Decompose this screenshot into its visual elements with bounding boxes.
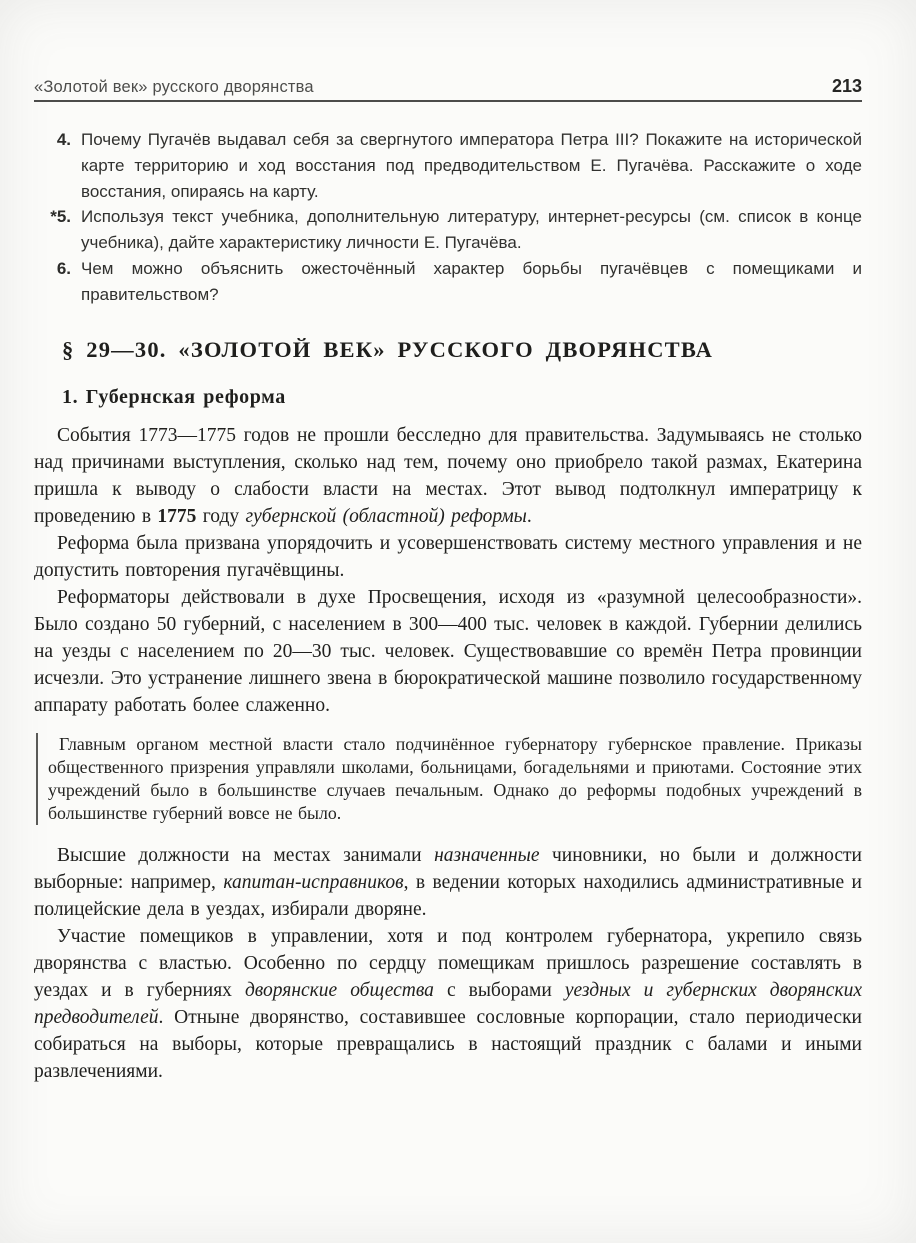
question-item bbox=[34, 204, 862, 256]
quote-block bbox=[36, 733, 862, 825]
body-text bbox=[34, 422, 862, 1085]
questions-list bbox=[34, 127, 862, 308]
paragraph: Реформаторы действовали в духе Просвещения, исходя из «разумной целесообразности». Было создано 50 губерний, с населением в 300—400 тыс. человек в каждой. Губернии делились на уезды с населением по 20—30 тыс. человек. Существовавшие со времён Петра провинции исчезли. Это устранение лишнего звена в бюрократической машине позволило государственному аппарату работать более слаженно. bbox=[34, 586, 862, 716]
paragraph: Участие помещиков в управлении, хотя и под контролем губернатора, укрепило связь дворянства с властью. Особенно по сердцу помещикам пришлось разрешение составлять в уездах и в губерниях дворянские общества с выборами уездных и губернских дворянских предводителей. Отныне дворянство, составившее сословные корпорации, стало периодически собираться на выборы, которые превращались в настоящий праздник с балами и иными развлечениями. bbox=[34, 925, 862, 1082]
section-heading: § 29—30. «ЗОЛОТОЙ ВЕК» РУССКОГО ДВОРЯНСТВА bbox=[62, 336, 714, 362]
paragraph: События 1773—1775 годов не прошли бесследно для правительства. Задумываясь не столько над причинами выступления, сколько над тем, почему оно приобрело такой размах, Екатерина пришла к выводу о слабости власти на местах. Этот вывод подтолкнул императрицу к проведению в 1775 году губернской (областной) реформы. bbox=[34, 424, 862, 527]
question-text: Используя текст учебника, дополнительную литературу, интернет-ресурсы (см. список в конце учебника), дайте характеристику личности Е. Пугачёва. bbox=[81, 207, 862, 253]
paragraph: Реформа была призвана упорядочить и усовершенствовать систему местного управления и не допустить повторения пугачёвщины. bbox=[34, 532, 862, 581]
question-marker: 4. bbox=[56, 130, 71, 149]
paragraph: Высшие должности на местах занимали назначенные чиновники, но были и должности выборные: например, капитан-исправников, в ведении которых находились административные и полицейские дела в уездах, избирали дворяне. bbox=[34, 844, 862, 920]
question-marker: *5. bbox=[50, 207, 71, 227]
question-item bbox=[34, 127, 862, 204]
page-number: 213 bbox=[831, 76, 862, 96]
subsection-heading: 1. Губернская реформа bbox=[62, 385, 286, 408]
running-title: «Золотой век» русского дворянства bbox=[34, 78, 314, 96]
question-text: Чем можно объяснить ожесточённый характер борьбы пугачёвцев с помещиками и правительством? bbox=[81, 258, 862, 304]
question-text: Почему Пугачёв выдавал себя за свергнутого императора Петра III? Покажите на исторической карте территорию и ход восстания под предводительством Е. Пугачёва. Расскажите о ходе восстания, опираясь на карту. bbox=[81, 130, 862, 201]
page-content bbox=[34, 0, 862, 1085]
running-header bbox=[34, 0, 862, 102]
question-item bbox=[34, 256, 862, 308]
quote-text: Главным органом местной власти стало подчинённое губернатору губернское правление. Приказы общественного призрения управляли школами, больницами, богадельнями и приютами. Состояние этих учреждений было в большинстве случаев печальным. Однако до реформы подобных учреждений в большинстве губерний вовсе не было. bbox=[48, 733, 862, 823]
question-marker: 6. bbox=[56, 258, 71, 278]
